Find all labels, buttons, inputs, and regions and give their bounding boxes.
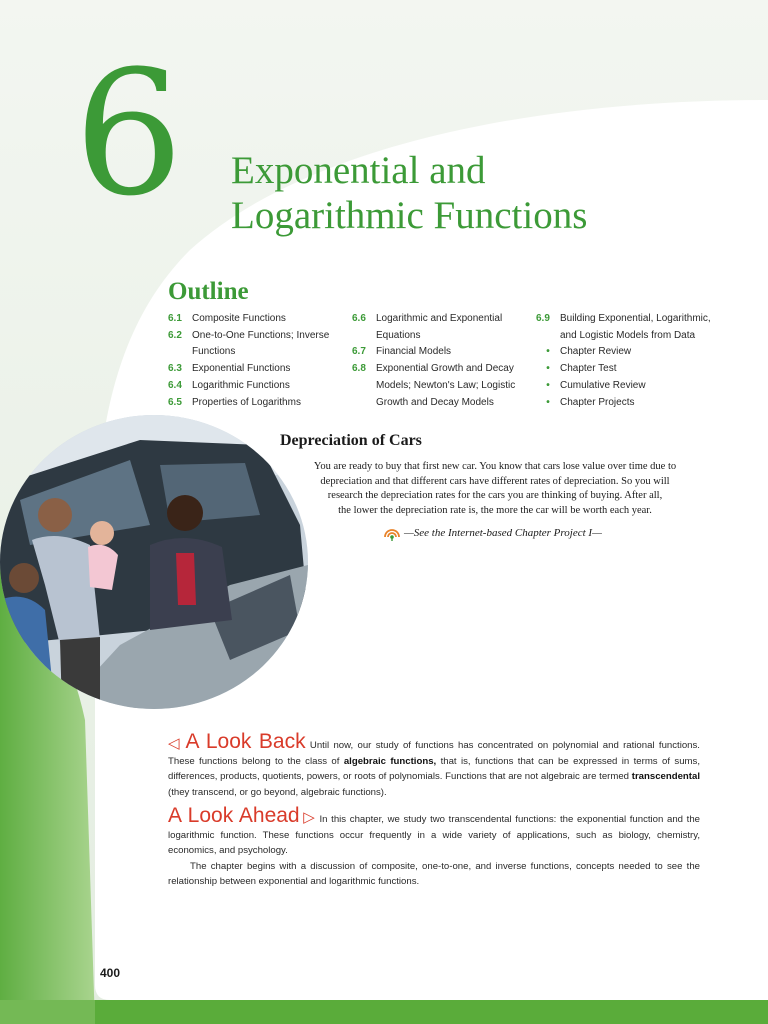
outline-item xyxy=(168,311,348,328)
chapter-number: 6 xyxy=(74,33,182,234)
chapter-project-reference xyxy=(384,525,602,541)
outline-item-number xyxy=(168,344,192,361)
paragraph-line: the lower the depreciation rate is, the more the car will be worth each year. xyxy=(338,504,652,516)
outline-item-label: Logarithmic Functions xyxy=(192,379,290,391)
outline-item xyxy=(168,344,348,361)
outline-column-3 xyxy=(536,311,716,411)
outline-item-number: 6.5 xyxy=(168,396,182,408)
outline-item-number: 6.2 xyxy=(168,329,182,341)
outline-item xyxy=(168,328,348,345)
outline-item xyxy=(168,395,348,412)
outline-item-number: 6.8 xyxy=(352,363,366,375)
outline-item-number: 6.3 xyxy=(168,363,182,375)
outline-item xyxy=(352,344,532,361)
outline-item-label: Growth and Decay Models xyxy=(376,396,494,408)
outline-item-number xyxy=(536,328,560,345)
outline-item-label: Equations xyxy=(376,329,421,341)
look-back-text-2: that is, functions that can be expressed in terms of sums, differences, products, quotients, powers, or roots of polynomials. Functions that are not algebraic are termed xyxy=(168,755,700,783)
look-back-text-1: Until now, our study of functions has concentrated on polynomial and rational functions. These functions belong to the class of xyxy=(168,740,700,767)
outline-item xyxy=(168,378,348,395)
left-triangle-icon: ◁ xyxy=(168,735,182,752)
outline-item-label: Exponential Growth and Decay xyxy=(376,363,514,375)
outline-item-label: Financial Models xyxy=(376,346,452,358)
page-number: 400 xyxy=(100,966,121,980)
paragraph-line: depreciation and that different cars have different rates of depreciation. So you will xyxy=(320,475,670,487)
outline-column-1 xyxy=(168,311,348,411)
outline-item xyxy=(536,395,716,412)
internet-project-icon xyxy=(384,525,400,541)
look-back-bold-1: algebraic functions, xyxy=(343,755,437,767)
look-ahead-text: In this chapter, we study two transcendental functions: the exponential function and the logarithmic function. These functions occur frequently in a wide variety of applications, such as biology, chemistry, economics, and psychology. xyxy=(168,814,701,857)
chapter-title-line1: Exponential and xyxy=(231,149,486,192)
outline-item-number: 6.6 xyxy=(352,313,366,324)
chapter-title xyxy=(231,148,587,238)
outline-item xyxy=(168,361,348,378)
look-ahead-heading: A Look Ahead xyxy=(168,804,300,827)
right-triangle-icon: ▷ xyxy=(303,809,316,826)
paragraph-line: research the depreciation rates for the cars you are thinking of buying. After all, xyxy=(327,490,663,502)
look-back-text-3: (they transcend, or go beyond, algebraic functions). xyxy=(168,786,387,798)
outline-item xyxy=(536,328,716,345)
outline-item xyxy=(352,328,532,345)
look-ahead-section xyxy=(168,804,701,890)
project-reference-text: —See the Internet-based Chapter Project I— xyxy=(404,527,602,539)
outline-item-label: Chapter Projects xyxy=(560,396,635,408)
outline-item-label: Exponential Functions xyxy=(192,363,291,375)
section-title: Depreciation of Cars xyxy=(280,432,422,449)
look-ahead-paragraph-2: The chapter begins with a discussion of composite, one-to-one, and inverse functions, concepts needed to see the relationship between exponential and logarithmic functions. xyxy=(168,860,700,888)
look-back-section xyxy=(168,730,700,800)
outline-item xyxy=(352,395,532,412)
outline-item xyxy=(536,344,716,361)
chapter-title-line2: Logarithmic Functions xyxy=(231,194,588,237)
outline-item-number: • xyxy=(546,396,550,408)
outline-item xyxy=(352,361,532,378)
outline-item-label: Chapter Review xyxy=(560,346,632,358)
outline-item-label: and Logistic Models from Data xyxy=(560,329,696,341)
outline-item-label: One-to-One Functions; Inverse xyxy=(192,329,330,341)
outline-item-number: 6.9 xyxy=(536,313,550,324)
outline-item xyxy=(352,311,532,328)
outline-item-label: Models; Newton's Law; Logistic xyxy=(376,379,516,391)
outline-item-label: Cumulative Review xyxy=(560,379,646,391)
outline-item-number: 6.7 xyxy=(352,346,366,358)
outline-item xyxy=(352,378,532,395)
outline-item-label: Composite Functions xyxy=(192,313,286,324)
outline-item-label: Functions xyxy=(192,346,236,358)
outline-item-number xyxy=(352,378,376,395)
outline-heading: Outline xyxy=(168,278,249,305)
outline-item xyxy=(536,361,716,378)
outline-item xyxy=(536,311,716,328)
look-back-heading: A Look Back xyxy=(185,730,306,753)
depreciation-paragraph xyxy=(285,460,705,518)
outline-item-label: Chapter Test xyxy=(560,363,617,375)
outline-item-number: 6.1 xyxy=(168,313,182,324)
outline-column-2 xyxy=(352,311,532,411)
outline-item-number: 6.4 xyxy=(168,379,182,391)
outline-item-number xyxy=(352,395,376,412)
outline-item-number xyxy=(352,328,376,345)
outline-item-label: Logarithmic and Exponential xyxy=(376,313,503,324)
car-dealership-photo xyxy=(0,415,308,710)
outline-item-label: Properties of Logarithms xyxy=(192,396,301,408)
outline-item-number: • xyxy=(546,363,550,375)
look-back-bold-2: transcendental xyxy=(631,771,700,783)
outline-item-number: • xyxy=(546,346,550,358)
paragraph-line: You are ready to buy that first new car. You know that cars lose value over time due to xyxy=(313,461,677,472)
outline-item-label: Building Exponential, Logarithmic, xyxy=(560,313,711,324)
outline-item xyxy=(536,378,716,395)
outline-item-number: • xyxy=(546,379,550,391)
